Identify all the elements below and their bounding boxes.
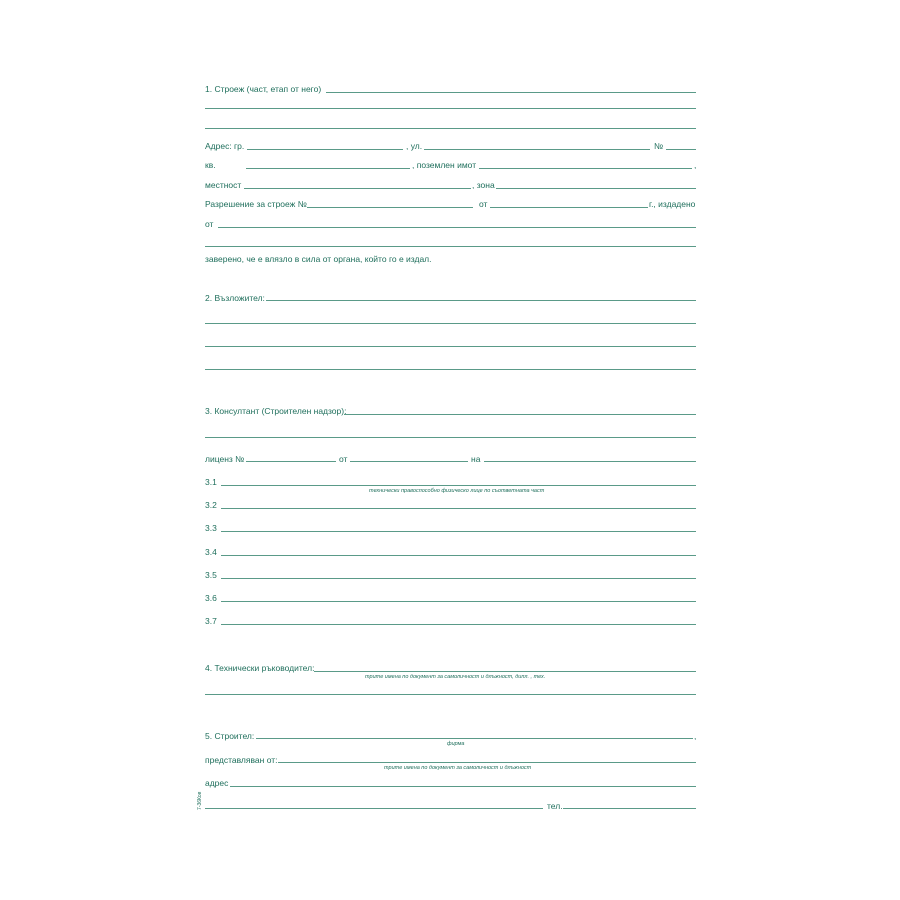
row-3-7-label: 3.7: [205, 616, 217, 626]
row-3-6-label: 3.6: [205, 593, 217, 603]
row-3-1-label: 3.1: [205, 477, 217, 487]
represented-field[interactable]: [278, 762, 696, 763]
license-on-label: на: [471, 454, 481, 464]
section-5-label: 5. Строител:: [205, 731, 255, 741]
number-label: №: [654, 141, 664, 151]
street-field[interactable]: [424, 149, 650, 150]
license-number-field[interactable]: [246, 461, 336, 462]
kv-field[interactable]: [246, 168, 410, 169]
form-code: 7-36Ков: [197, 791, 203, 810]
represented-label: представляван от:: [205, 755, 278, 765]
number-field[interactable]: [666, 149, 696, 150]
permit-date-field[interactable]: [490, 207, 648, 208]
section-1-label: 1. Строеж (част, етап от него): [205, 84, 322, 94]
consultant-caption: технически правоспособно физическо лице по съответната част: [369, 488, 545, 494]
row-3-1-field[interactable]: [221, 485, 696, 486]
investor-field[interactable]: [266, 300, 696, 301]
row-3-2-field[interactable]: [221, 508, 696, 509]
row-3-4-field[interactable]: [221, 555, 696, 556]
builder-address-field[interactable]: [230, 786, 696, 787]
phone-label: тел.: [547, 801, 563, 811]
plot-field[interactable]: [479, 168, 692, 169]
row-3-2-label: 3.2: [205, 500, 217, 510]
row-3-3-label: 3.3: [205, 523, 217, 533]
license-on-field[interactable]: [484, 461, 696, 462]
field-line[interactable]: [205, 437, 696, 438]
comma-text: ,: [694, 160, 697, 170]
field-line[interactable]: [205, 369, 696, 370]
permit-label: Разрешение за строеж №: [205, 199, 307, 209]
tech-manager-field[interactable]: [314, 671, 696, 672]
builder-address-field-2[interactable]: [205, 808, 543, 809]
row-3-6-field[interactable]: [221, 601, 696, 602]
license-date-field[interactable]: [350, 461, 468, 462]
locality-label: местност: [205, 180, 242, 190]
field-line[interactable]: [205, 346, 696, 347]
certified-text: заверено, че е влязло в сила от органа, който го е издал.: [205, 254, 432, 264]
address-label-5: адрес: [205, 778, 229, 788]
field-line[interactable]: [205, 694, 696, 695]
row-3-4-label: 3.4: [205, 547, 217, 557]
kv-label: кв.: [205, 160, 216, 170]
comma-text: ,: [694, 731, 697, 741]
zone-label: , зона: [472, 180, 495, 190]
locality-field[interactable]: [244, 188, 471, 189]
row-3-5-field[interactable]: [221, 578, 696, 579]
consultant-field[interactable]: [344, 414, 696, 415]
row-3-5-label: 3.5: [205, 570, 217, 580]
field-line[interactable]: [205, 108, 696, 109]
field-line[interactable]: [205, 128, 696, 129]
row-3-7-field[interactable]: [221, 624, 696, 625]
represented-caption: трите имена по документ за самоличност и длъжност: [384, 765, 532, 771]
permit-from-label: от: [479, 199, 488, 209]
firm-caption: фирма: [447, 741, 465, 747]
issued-by-label: от: [205, 219, 214, 229]
license-from-label: от: [339, 454, 348, 464]
address-label: Адрес: гр.: [205, 141, 245, 151]
license-label: лиценз №: [205, 454, 245, 464]
section-3-label: 3. Консултант (Строителен надзор):: [205, 406, 347, 416]
field-line[interactable]: [205, 323, 696, 324]
field-line[interactable]: [205, 246, 696, 247]
section-4-label: 4. Технически ръководител:: [205, 663, 315, 673]
city-field[interactable]: [247, 149, 403, 150]
section-2-label: 2. Възложител:: [205, 293, 265, 303]
builder-field[interactable]: [256, 738, 693, 739]
issued-by-field[interactable]: [218, 227, 696, 228]
field-line[interactable]: [326, 92, 696, 93]
row-3-3-field[interactable]: [221, 531, 696, 532]
phone-field[interactable]: [563, 808, 696, 809]
plot-label: , поземлен имот: [412, 160, 477, 170]
zone-field[interactable]: [496, 188, 696, 189]
tech-manager-caption: трите имена по документ за самоличност и длъжност, дипл. , тех.: [365, 674, 546, 680]
street-label: , ул.: [406, 141, 423, 151]
permit-number-field[interactable]: [307, 207, 473, 208]
issued-label: г., издадено: [649, 199, 696, 209]
